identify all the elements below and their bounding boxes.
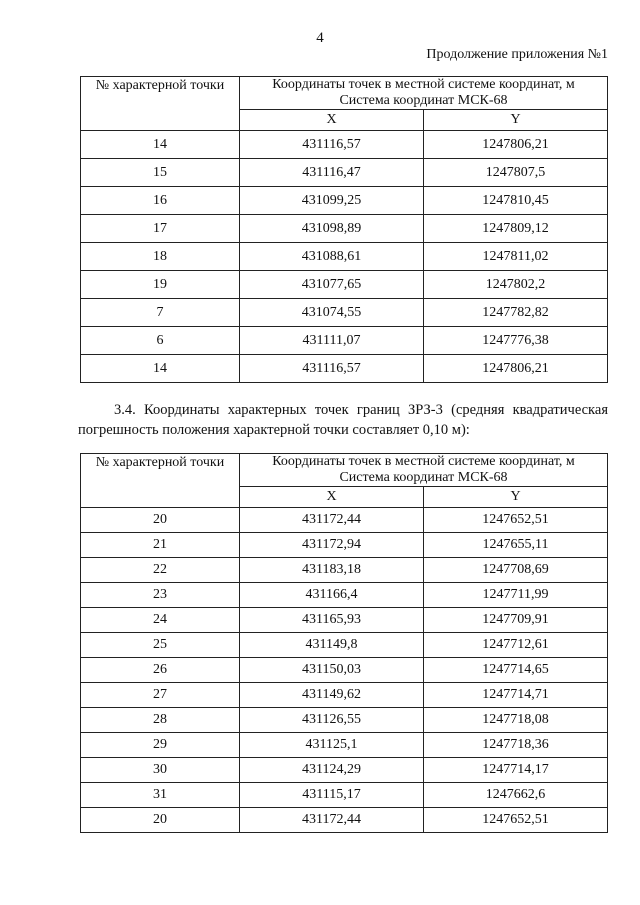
x-coordinate-cell: 431111,07 (240, 327, 424, 355)
table-row (81, 733, 608, 758)
x-column-header: X (240, 487, 424, 508)
y-coordinate-cell: 1247810,45 (424, 187, 608, 215)
x-coordinate-cell: 431099,25 (240, 187, 424, 215)
y-coordinate-cell: 1247711,99 (424, 583, 608, 608)
x-coordinate-cell: 431124,29 (240, 758, 424, 783)
x-coordinate-cell: 431150,03 (240, 658, 424, 683)
table-row (81, 683, 608, 708)
y-coordinate-cell: 1247662,6 (424, 783, 608, 808)
y-coordinate-cell: 1247714,65 (424, 658, 608, 683)
table-row (81, 758, 608, 783)
x-coordinate-cell: 431116,57 (240, 355, 424, 383)
y-coordinate-cell: 1247776,38 (424, 327, 608, 355)
table-row (81, 299, 608, 327)
y-coordinate-cell: 1247806,21 (424, 355, 608, 383)
point-number-cell: 25 (81, 633, 240, 658)
y-coordinate-cell: 1247807,5 (424, 159, 608, 187)
y-coordinate-cell: 1247811,02 (424, 243, 608, 271)
table-row (81, 327, 608, 355)
x-coordinate-cell: 431125,1 (240, 733, 424, 758)
table-row (81, 708, 608, 733)
table-row (81, 608, 608, 633)
y-coordinate-cell: 1247712,61 (424, 633, 608, 658)
point-number-header: № характерной точки (81, 454, 240, 508)
table-row (81, 583, 608, 608)
point-number-header: № характерной точки (81, 77, 240, 131)
x-coordinate-cell: 431077,65 (240, 271, 424, 299)
point-number-cell: 17 (81, 215, 240, 243)
y-coordinate-cell: 1247708,69 (424, 558, 608, 583)
table-row (81, 808, 608, 833)
coordinate-system-title: Координаты точек в местной системе координат, м (272, 454, 575, 469)
y-coordinate-cell: 1247714,17 (424, 758, 608, 783)
y-coordinate-cell: 1247802,2 (424, 271, 608, 299)
x-coordinate-cell: 431149,62 (240, 683, 424, 708)
point-number-cell: 28 (81, 708, 240, 733)
point-number-cell: 19 (81, 271, 240, 299)
x-coordinate-cell: 431165,93 (240, 608, 424, 633)
table-row (81, 159, 608, 187)
table-row (81, 131, 608, 159)
point-number-cell: 30 (81, 758, 240, 783)
x-coordinate-cell: 431183,18 (240, 558, 424, 583)
x-coordinate-cell: 431088,61 (240, 243, 424, 271)
point-number-cell: 14 (81, 131, 240, 159)
y-coordinate-cell: 1247652,51 (424, 808, 608, 833)
x-coordinate-cell: 431074,55 (240, 299, 424, 327)
y-coordinate-cell: 1247782,82 (424, 299, 608, 327)
point-number-cell: 21 (81, 533, 240, 558)
coordinate-system-header (240, 77, 608, 110)
y-coordinate-cell: 1247718,36 (424, 733, 608, 758)
point-number-cell: 18 (81, 243, 240, 271)
point-number-cell: 29 (81, 733, 240, 758)
x-column-header: X (240, 110, 424, 131)
table-row (81, 508, 608, 533)
table-row (81, 783, 608, 808)
coordinate-system-header (240, 454, 608, 487)
coordinates-table-2 (80, 453, 608, 833)
appendix-continuation-label: Продолжение приложения №1 (426, 47, 608, 62)
x-coordinate-cell: 431172,44 (240, 808, 424, 833)
y-coordinate-cell: 1247655,11 (424, 533, 608, 558)
point-number-cell: 6 (81, 327, 240, 355)
table-row (81, 533, 608, 558)
x-coordinate-cell: 431172,94 (240, 533, 424, 558)
point-number-cell: 7 (81, 299, 240, 327)
x-coordinate-cell: 431115,17 (240, 783, 424, 808)
y-coordinate-cell: 1247718,08 (424, 708, 608, 733)
x-coordinate-cell: 431149,8 (240, 633, 424, 658)
table-row (81, 271, 608, 299)
table-row (81, 187, 608, 215)
point-number-cell: 16 (81, 187, 240, 215)
coordinate-system-name: Система координат МСК-68 (339, 93, 508, 108)
x-coordinate-cell: 431172,44 (240, 508, 424, 533)
coordinate-system-name: Система координат МСК-68 (339, 470, 508, 485)
point-number-cell: 24 (81, 608, 240, 633)
point-number-cell: 20 (81, 508, 240, 533)
y-coordinate-cell: 1247809,12 (424, 215, 608, 243)
y-coordinate-cell: 1247806,21 (424, 131, 608, 159)
x-coordinate-cell: 431126,55 (240, 708, 424, 733)
table-row (81, 633, 608, 658)
point-number-cell: 15 (81, 159, 240, 187)
point-number-cell: 31 (81, 783, 240, 808)
x-coordinate-cell: 431116,57 (240, 131, 424, 159)
x-coordinate-cell: 431098,89 (240, 215, 424, 243)
y-column-header: Y (424, 487, 608, 508)
y-coordinate-cell: 1247714,71 (424, 683, 608, 708)
point-number-cell: 23 (81, 583, 240, 608)
page-number: 4 (316, 30, 324, 46)
y-coordinate-cell: 1247652,51 (424, 508, 608, 533)
table-row (81, 355, 608, 383)
point-number-cell: 14 (81, 355, 240, 383)
point-number-cell: 22 (81, 558, 240, 583)
table-row (81, 243, 608, 271)
point-number-cell: 26 (81, 658, 240, 683)
y-coordinate-cell: 1247709,91 (424, 608, 608, 633)
table-row (81, 215, 608, 243)
coordinates-table-1 (80, 76, 608, 383)
coordinate-system-title: Координаты точек в местной системе координат, м (272, 77, 575, 92)
table-row (81, 658, 608, 683)
section-paragraph: 3.4. Координаты характерных точек границ ЗРЗ-3 (средняя квадратическая погрешность положения характерной точки составляет 0,10 м): (78, 402, 608, 438)
point-number-cell: 20 (81, 808, 240, 833)
table-row (81, 558, 608, 583)
x-coordinate-cell: 431116,47 (240, 159, 424, 187)
point-number-cell: 27 (81, 683, 240, 708)
y-column-header: Y (424, 110, 608, 131)
x-coordinate-cell: 431166,4 (240, 583, 424, 608)
